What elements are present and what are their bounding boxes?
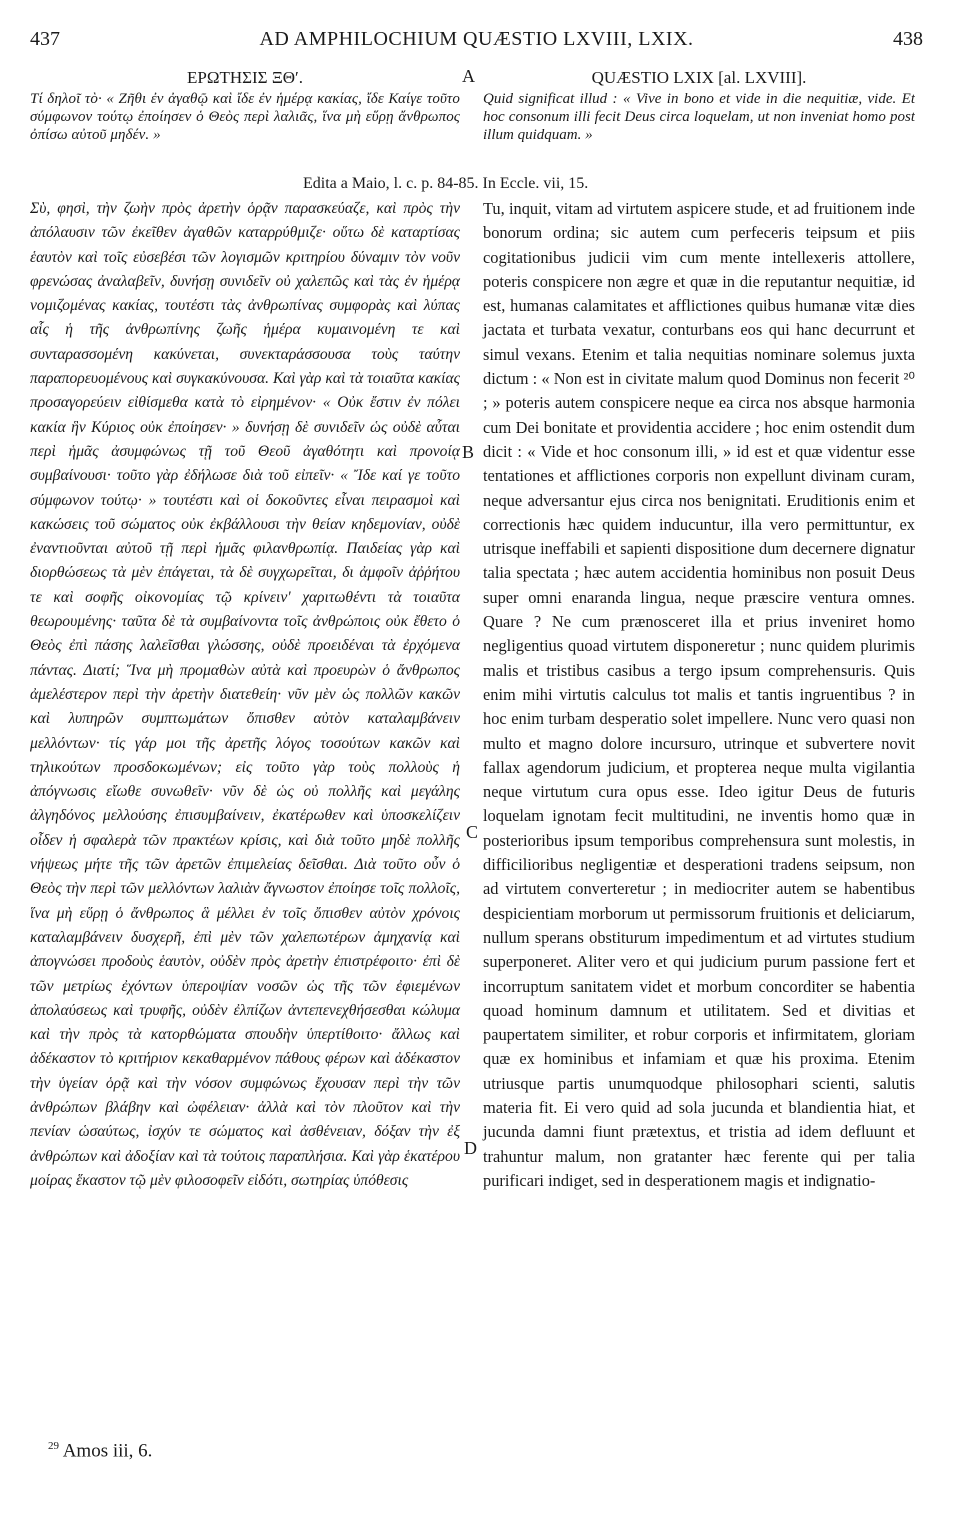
latin-heading: QUÆSTIO LXIX [al. LXVIII]. — [591, 68, 807, 87]
page-number-right: 438 — [893, 28, 923, 50]
margin-letter-b: B — [462, 442, 475, 462]
footnote-text: Amos iii, 6. — [62, 1440, 153, 1462]
greek-body-text: Σὺ, φησὶ, τὴν ζωὴν πρὸς ἀρετὴν ὁρᾷν παρασκεύαζε, καὶ πρὸς τὴν ἀπόλαυσιν τῶν ἐκεῖθεν ἀγαθῶν καταρρύθμιζε· οὕτω δὲ καταρτίσας ἑαυτὸν καὶ τοῖς εὐσεβέσι τῶν λογισμῶν κριτηρίου δύναμιν τὸν νοῦν φρενώσας ἀναλαβεῖν, δυνήσῃ συνιδεῖν οὐ χαλεπῶς καὶ τὰς ἐν ἡμέρᾳ νομιζομένας κακίας, τουτέστι τὰς ἀνθρωπίνας συμφορὰς καὶ λύπας αἷς ἡ τῆς ἀνθρωπίνης ζωῆς ἡμέρα κυμαινομένη τε καὶ συνταρασσομένη κακύνεται, συνεκταράσσουσα τοὺς ταύτην παραπορευομένους καὶ συγκακύνουσα. Καὶ γὰρ καὶ τὰ τοιαῦτα κακίας προσαγορεύειν εἰθίσμεθα κατὰ τὸ εἰρημένον· « Οὐκ ἔστιν ἐν πόλει κακία ἣν Κύριος οὐκ ἐποίησεν· » δυνήσῃ δὲ συνιδεῖν ὡς οὐδὲ αὗται περὶ ἡμᾶς ἀσυμφώνως τῇ τοῦ Θεοῦ ἀγαθότητι καὶ προνοίᾳ συμβαίνουσι· τοῦτο γὰρ ἐδήλωσε διὰ τοῦ εἰπεῖν· « Ἴδε καί γε τοῦτο σύμφωνον τούτῳ· » τουτέστι καὶ οἱ δοκοῦντες εἶναι πειρασμοὶ καὶ κακώσεις τοῦ σώματος οὐκ ἐκβάλλουσι τὴν θείαν κηδεμονίαν, οὐδὲ ἐναντιοῦνται αὐτοῦ τῇ περὶ ἡμᾶς φιλανθρωπίᾳ. Παιδείας γὰρ καὶ διορθώσεως τὰ μὲν ἐπάγεται, τὰ δὲ συγχωρεῖται, δι ἀμφοῖν ἀῤῥήτου τε καὶ σοφῆς οἰκονομίας τῷ κρίνειν' χαριτωθέντι τὰ τοιαῦτα θεωρουμένης· ταῦτα δὲ τὰ συμβαίνοντα τοῖς ἀνθρώποις οὐκ ἔθετο ὁ Θεὸς ἐπὶ πάσης λαλεῖσθαι γλώσσης, οὐδὲ προειδέναι τὰ ἐρχόμενα πάντας. Διατί; Ἵνα μὴ προμαθὼν αὐτὰ καὶ προευρὼν ὁ ἄνθρωπος ἀμελέστερον περὶ τὴν ἀρετὴν διατεθείη· νῦν μὲν ὡς πολλῶν κακῶν καὶ λυπηρῶν συμπτωμάτων ὄπισθεν αὐτὸν καταλαμβάνειν μελλόντων· τίς γάρ μοι τῆς ἀρετῆς λόγος τοσούτων κακῶν καὶ τηλικούτων προσδοκωμένων; εἰς τοῦτο γὰρ τοὺς πολλοὺς ἡ ἀπόγνωσις εἴωθε συνωθεῖν· νῦν δὲ ὡς οὐ πολλῆς καὶ μεγάλης ἀλγηδόνος μελλούσης ἐπισυμβαίνειν, ἐκατέρωθεν καὶ ὑποσκελίζειν οἶδεν ἡ σφαλερὰ τῶν πρακτέων κρίσις, καὶ διὰ τοῦτο μηδὲ πολλῆς νήψεως μήτε τῆς τῶν ἀρετῶν ἐπιμελείας δεῖσθαι. Διὰ τοῦτο οὖν ὁ Θεὸς τὴν περὶ τῶν μελλόντων λαλιὰν ἄγνωστον ἐποίησε τοῖς πολλοῖς, ἵνα μὴ εὕρῃ ὁ ἄνθρωπος ἃ μέλλει ἐν τοῖς ὄπισθεν αὐτὸν χρόνοις καταλαμβάνειν δυσχερῆ, ἐπὶ μὲν τῶν χαλεπωτέρων ἀμηχανίᾳ καὶ ἀπογνώσει προδοὺς ἑαυτὸν, οὐδὲν πρὸς ἀρετὴν ἐπιστρέφοιτο· ἐπὶ δὲ τῶν μετρίως ἐχόντων ὑπεροψίαν νοσῶν ὡς τῆς τῶν ἐφιεμένων ἀπολαύσεως καὶ τρυφῆς, οὐδὲν ἐλπίζων ἀντεπενεχθήσεσθαι κώλυμα καὶ τὴν πρὸς τὰ κατορθώματα σπουδὴν ὑπερτίθοιτο· ἄλλως καὶ ἀδέκαστον τὸ κριτήριον κεκαθαρμένον πάθους φέρων καὶ ἀδέκαστον τὴν ὑγείαν ὁρᾷ καὶ τὴν νόσον συμφώνως ἔχουσαν περὶ τὴν τῶν ἀνθρώπων βλάβην καὶ ὠφέλειαν· ἀλλὰ καὶ τὸν πλοῦτον καὶ τὴν πενίαν ὡσαύτως, ἰσχύν τε σώματος καὶ ἀσθένειαν, δόξαν τὴν ἐξ ἀνθρώπων καὶ ἀδοξίαν καὶ τὰ τούτοις παραπλήσια. Καὶ γὰρ ἑκατέρου μοίρας ἕκαστον τῷ μὲν φιλοσοφεῖν εἰδότι, σωτηρίας ὑπόθεσις — [30, 200, 460, 1189]
greek-header-block — [30, 66, 460, 180]
greek-question: Τί δηλοῖ τὸ· « Ζῆθι ἐν ἀγαθῷ καὶ ἴδε ἐν ἡμέρᾳ κακίας, ἴδε Καίγε τοῦτο σύμφωνον τούτῳ ἐποίησεν ὁ Θεὸς περὶ λαλιᾶς, ἵνα μὴ εὕρῃ ἄνθρωπος ὀπίσω αὐτοῦ μηδέν. » — [30, 91, 460, 143]
latin-body-text: Tu, inquit, vitam ad virtutem aspicere stude, et ad fruitionem inde bonorum ordina; sic autem cum perfeceris teipsum et piis cogitationibus judicii vim cum mente intellexeris attollere, poteris conspicere non ægre et quæ in die reputantur nequitiæ, id est, humanas calamitates et afflictiones quibus humanæ vitæ dies jactata et turbata vexatur, conturbans eos qui hanc decurrunt et simul vexans. Etenim et talia nequitias nominare solemus juxta dictum : « Non est in civitate malum quod Dominus non fecerit ²⁰ ; » poteris autem conspicere neque ea circa nos absque harmonia cum Dei bonitate et providentia accidere ; hoc enim ostendit dum dicit : « Vide et hoc consonum illi, » id est et quæ videntur esse tentationes et afflictiones corporis non expellunt divinam curam, neque adversantur ejus circa nos benignitati. Eruditionis enim et correctionis hæc quidem inducuntur, illa vero permittuntur, ex utrisque ineffabili et sapienti dispositione dum decernere dignatur talia spectata ; hæc autem accidentia hominibus non posuit Deus super omni enaranda lingua, neque præscire ventura omnes. Quare ? Ne cum prænosceret illa et prius inveniret homo negligentius quoad virtutem disponeretur ; nunc quidem plurimis malis et tristibus casibus a tergo ipsum comprehensuris. Quis enim mihi virtutis calculus tot malis et tantis ingruentibus ? in hoc enim turbam desperatio solet impellere. Nunc vero quasi non multo et magno dolore incursuro, utrinque et subvertere novit fallax agendorum judicium, et propterea neque multa vigilantia neque virtutum cura opus esse. Ideo igitur Deus de futuris loquelam ignotam fecit multitudini, ne inventis homo quæ in posterioribus ipsum temporibus comprehensura sunt molestis, in difficilioribus negligentiæ et desperationi tradens seipsum, non ad virtutem converteretur ; in mediocriter autem se habentibus despicientiam morborum ut permissorum fruitionis et deliciarum, nullum sperans obstiturum impedimentum et ad virtutes studium superponeret. Aliter vero et qui judicium purum passione fert et incorruptum sanitatem videt et morbum concorditer se habentia quoad hominum damnum et utilitatem. Sed et divitias et paupertatem similiter, et robur corporis et infirmitatem, gloriam quæ ex hominibus et infamiam et quæ his proxima. Etenim utriusque partis unumquodque philosophari scienti, salutis materia fit. Ei vero quid ad sola jucunda et blandientia hiat, et jucunda damni fiunt prætextus, et tristia ad idem defluunt et trahuntur malum, non gratanter hæc ferente qui per talia purificari indiget, sed in desperationem magis et indignatio- — [483, 199, 915, 1190]
footnote-number: 29 — [48, 1440, 59, 1452]
page-number-left: 437 — [30, 28, 60, 50]
running-title: AD AMPHILOCHIUM QUÆSTIO LXVIII, LXIX. — [259, 28, 694, 50]
greek-heading: ΕΡΩΤΗΣΙΣ ΞΘʹ. — [186, 68, 303, 87]
margin-letter-c: C — [466, 822, 479, 842]
footnote — [48, 1440, 152, 1462]
margin-letter-d: D — [464, 1138, 477, 1158]
source-note: Edita a Maio, l. c. p. 84-85. In Eccle. vii, 15. — [303, 175, 589, 192]
latin-question: Quid significat illud : « Vive in bono et vide in die nequitiæ, vide. Et hoc consonum illi fecit Deus circa loquelam, ut non inveniat homo post illum quidquam. » — [483, 91, 915, 143]
running-head — [30, 28, 923, 56]
latin-header-block — [483, 66, 915, 180]
margin-letter-a: A — [462, 66, 475, 86]
